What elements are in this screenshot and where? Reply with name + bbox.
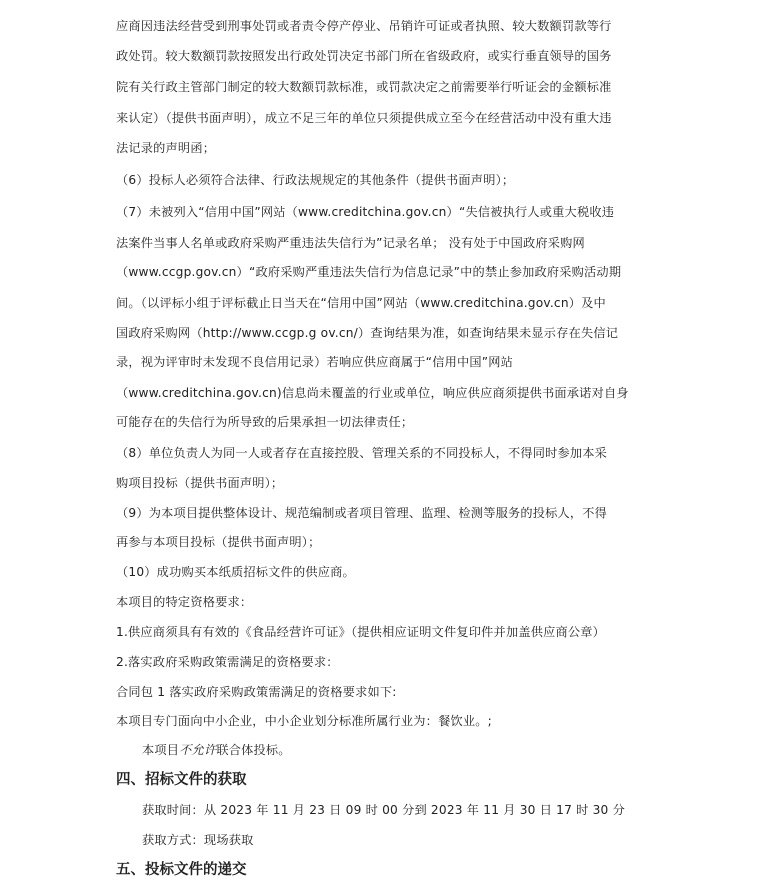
text-line: 国政府采购网（http://www.ccgp.g ov.cn/）查询结果为准，如查询结果未显示存在失信记 [116, 326, 619, 340]
text-line: 再参与本项目投标（提供书面声明）； [116, 535, 321, 549]
text-line: 应商因违法经营受到刑事处罚或者责令停产停业、吊销许可证或者执照、较大数额罚款等行 [116, 19, 612, 33]
section-5-heading: 五、投标文件的递交 [116, 862, 247, 878]
text-line: 间。（以评标小组于评标截止日当天在“信用中国”网站（www.creditchina.gov.cn）及中 [116, 296, 606, 310]
text-line: （www.creditchina.gov.cn)信息尚未覆盖的行业或单位，响应供应商须提供书面承诺对自身 [116, 386, 629, 400]
acquisition-method: 获取方式：现场获取 [142, 833, 254, 847]
text-line: （8）单位负责人为同一人或者存在直接控股、管理关系的不同投标人，不得同时参加本采 [116, 446, 608, 460]
text-line: （9）为本项目提供整体设计、规范编制或者项目管理、监理、检测等服务的投标人，不得 [116, 506, 608, 520]
consortium-suffix: 联合体投标。 [216, 743, 291, 757]
text-line: 本项目专门面向中小企业，中小企业划分标准所属行业为：餐饮业。; [116, 714, 492, 728]
text-line: 法案件当事人名单或政府采购严重违法失信行为”记录名单； 没有处于中国政府采购网 [116, 236, 585, 250]
text-line: 院有关行政主管部门制定的较大数额罚款标准，或罚款决定之前需要举行听证会的金额标准 [116, 80, 612, 94]
text-line: 法记录的声明函； [116, 141, 216, 155]
text-line: 可能存在的失信行为所导致的后果承担一切法律责任； [116, 415, 414, 429]
consortium-line [142, 742, 291, 758]
acquisition-time: 获取时间：从 2023 年 11 月 23 日 09 时 00 分到 2023 年 11 月 30 日 17 时 30 分 [142, 803, 625, 817]
text-line: 来认定）（提供书面声明），成立不足三年的单位只须提供成立至今在经营活动中没有重大违 [116, 111, 612, 125]
text-line: 录，视为评审时未发现不良信用记录）若响应供应商属于“信用中国”网站 [116, 355, 514, 369]
section-4-heading: 四、招标文件的获取 [116, 772, 247, 788]
text-line: （www.ccgp.gov.cn）“政府采购严重违法失信行为信息记录”中的禁止参加政府采购活动期 [116, 265, 622, 279]
text-line: 合同包 1 落实政府采购政策需满足的资格要求如下: [116, 685, 397, 699]
text-line: 本项目的特定资格要求： [116, 595, 253, 609]
text-line: 政处罚。较大数额罚款按照发出行政处罚决定书部门所在省级政府，或实行垂直领导的国务 [116, 49, 612, 63]
text-line: （7）未被列入“信用中国”网站（www.creditchina.gov.cn）“失信被执行人或重大税收违 [116, 205, 615, 219]
text-line: 购项目投标（提供书面声明）； [116, 476, 284, 490]
text-line: 1.供应商须具有有效的《食品经营许可证》（提供相应证明文件复印件并加盖供应商公章） [116, 625, 606, 639]
consortium-emphasis: 不允许 [179, 743, 217, 757]
text-line: （6）投标人必须符合法律、行政法规规定的其他条件（提供书面声明）； [116, 173, 515, 187]
text-line: 2.落实政府采购政策需满足的资格要求： [116, 655, 339, 669]
consortium-prefix: 本项目 [142, 743, 180, 757]
text-line: （10）成功购买本纸质招标文件的供应商。 [116, 565, 355, 579]
